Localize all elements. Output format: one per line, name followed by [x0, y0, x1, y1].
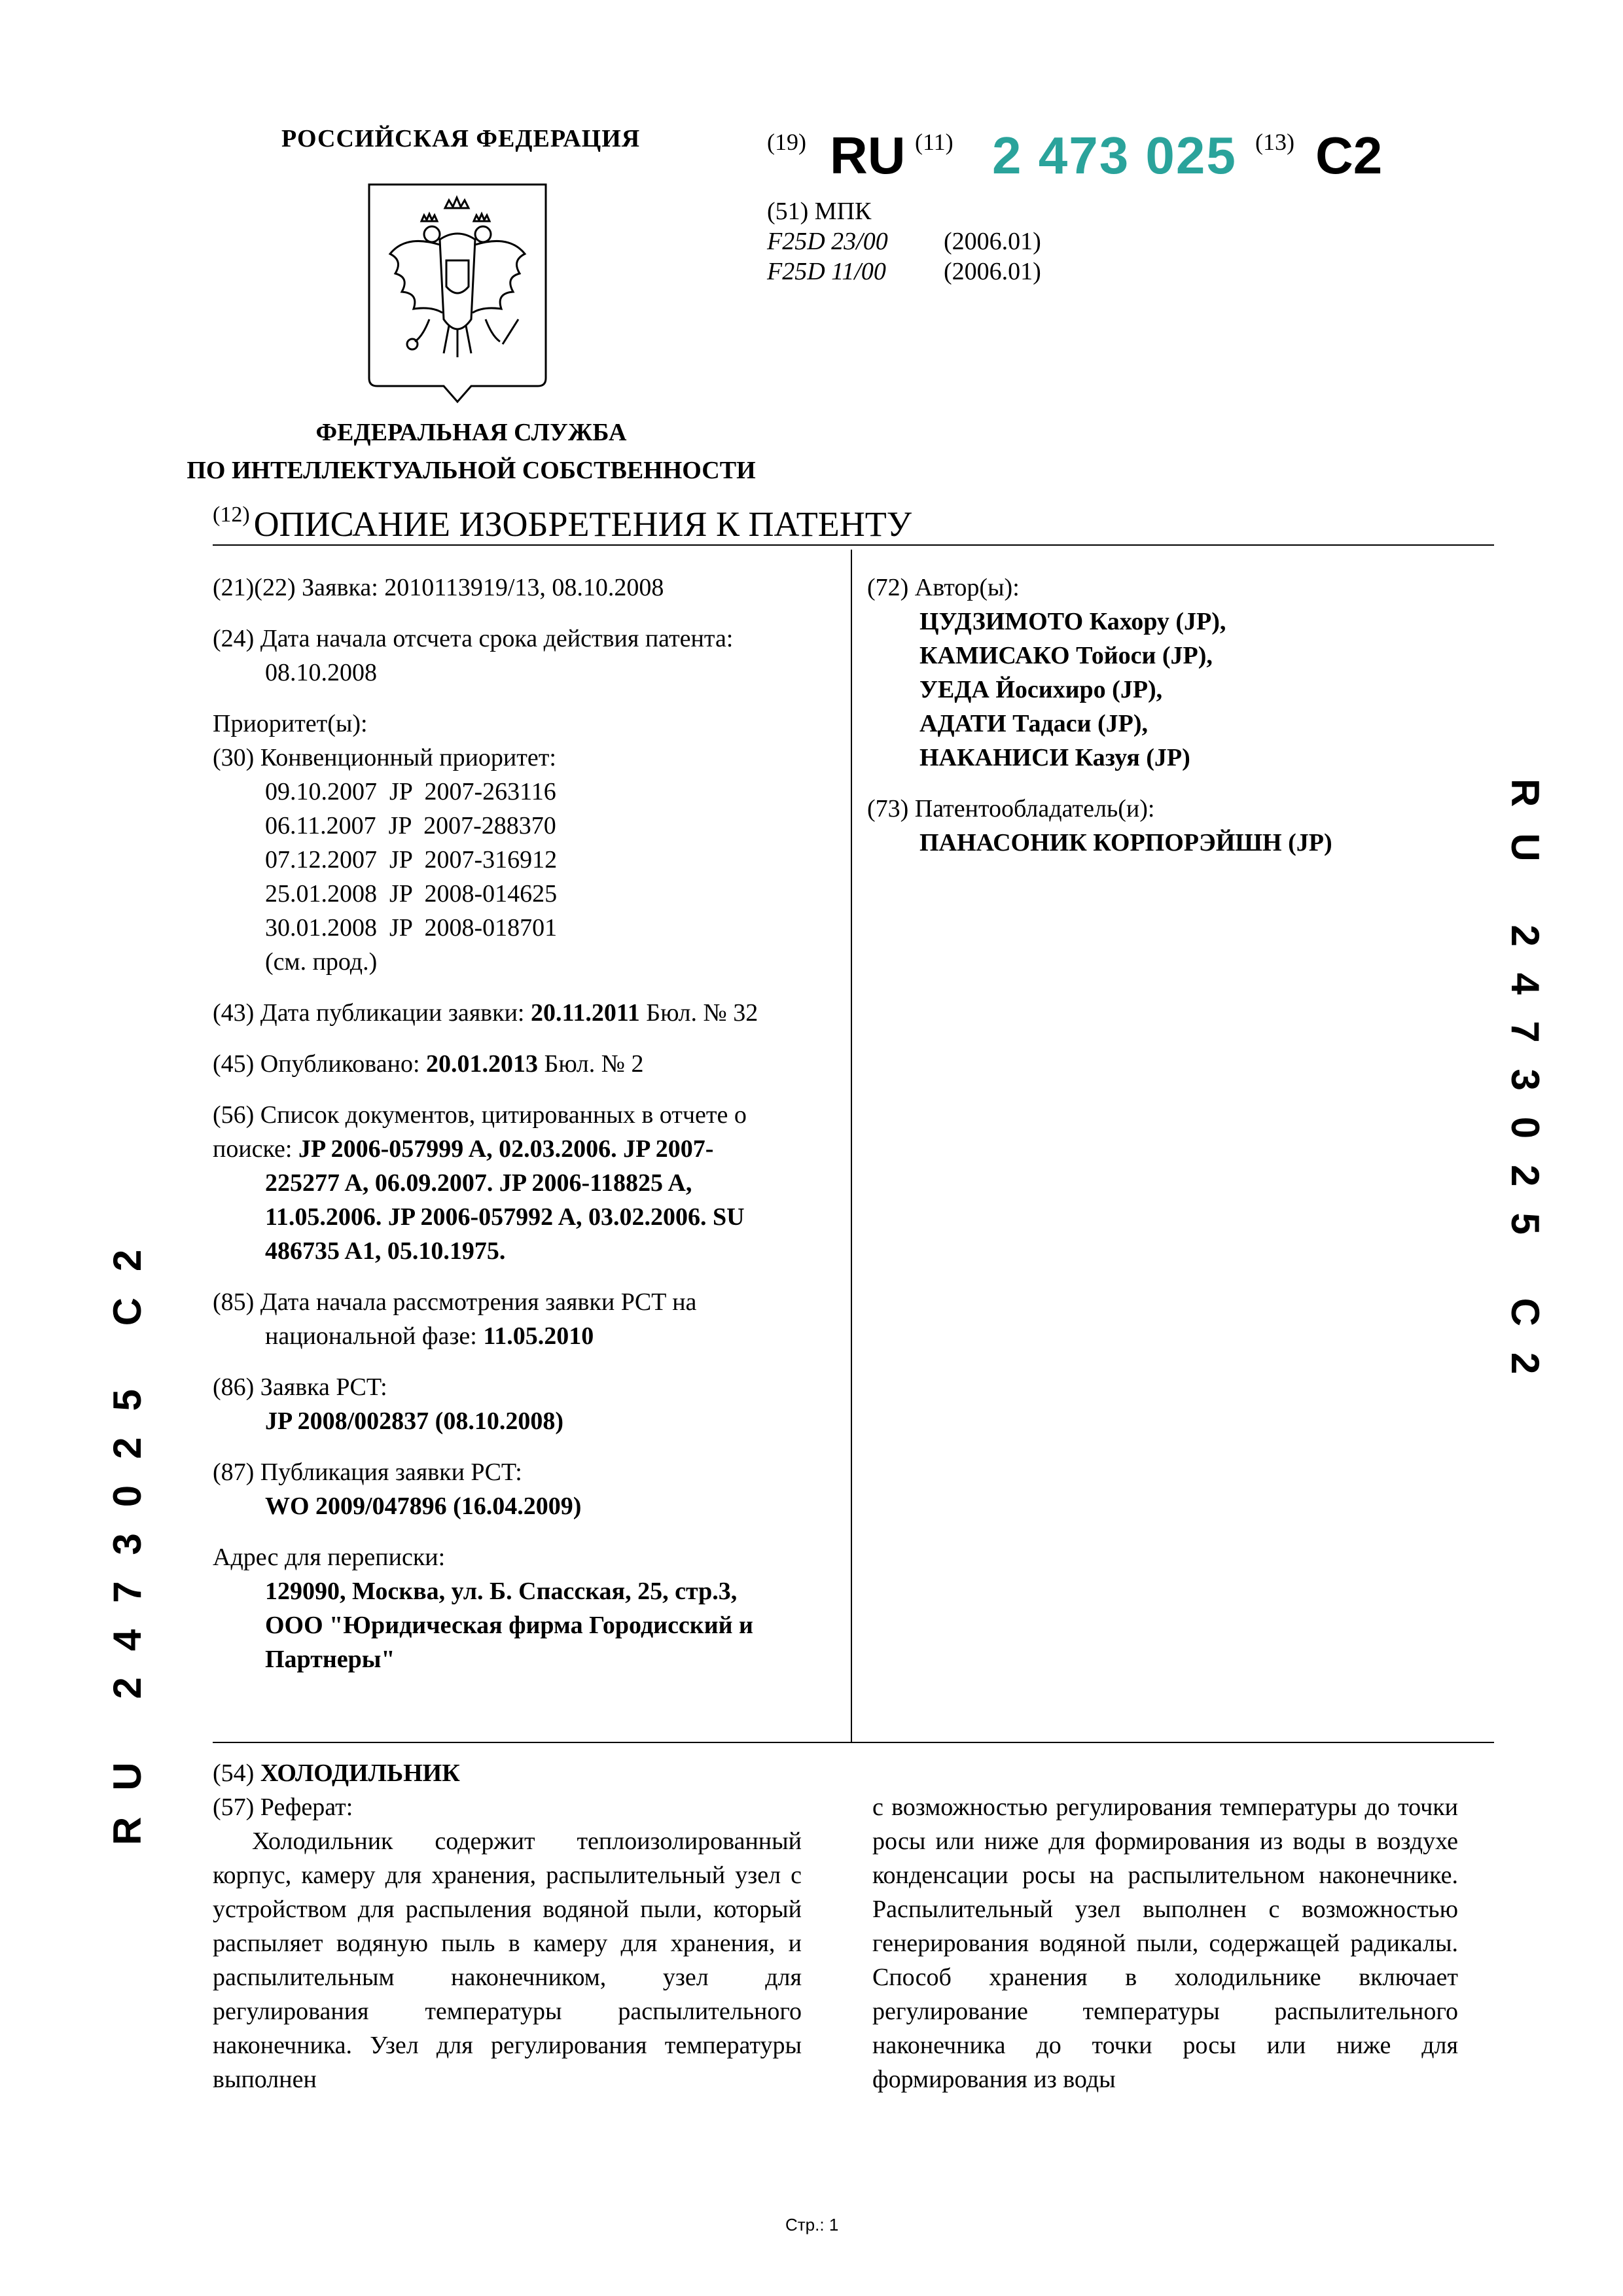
agency-name: [177, 414, 766, 489]
cited-first-line: [213, 1132, 841, 1166]
published-label: (45) Опубликовано:: [213, 1050, 420, 1078]
author-name: АДАТИ Тадаси (JP),: [919, 710, 1148, 737]
priority-item: 30.01.2008 JP 2008-018701: [265, 914, 558, 942]
priority-label: Приоритет(ы):: [213, 710, 368, 737]
country-name: РОССИЙСКАЯ ФЕДЕРАЦИЯ: [281, 125, 641, 152]
ipc-class: F25D 23/00: [767, 228, 888, 255]
invention-name: ХОЛОДИЛЬНИК: [260, 1759, 460, 1787]
abstract-column-1: Холодильник содержит теплоизолированный корпус, камеру для хранения, распылительный узел с устройством для распыления водяной пыли, который распыляет водяную пыль в камеру для хранения, и распылительным наконечником, узел для регулирования температуры распылительного наконечника. Узел для регулирования температуры выполнен: [213, 1828, 802, 2093]
coat-of-arms-icon: [366, 182, 548, 404]
cited-label: (56) Список документов, цитированных в отчете о: [213, 1101, 747, 1129]
priority-list: [213, 775, 841, 979]
bibliographic-right: [867, 571, 1456, 860]
author-name: НАКАНИСИ Казуя (JP): [919, 744, 1190, 771]
pct-application-label: (86) Заявка PCT:: [213, 1373, 387, 1401]
priority-item: 09.10.2007 JP 2007-263116: [265, 778, 556, 805]
pct-phase-date: 11.05.2010: [483, 1322, 594, 1350]
abstract-label: (57) Реферат:: [213, 1793, 353, 1821]
patent-number: 2 473 025: [992, 126, 1237, 185]
agency-line2: ПО ИНТЕЛЛЕКТУАЛЬНОЙ СОБСТВЕННОСТИ: [187, 457, 756, 484]
pct-phase-line: [213, 1319, 841, 1353]
cited-documents-entry: [213, 1098, 841, 1268]
address-entry: [213, 1540, 841, 1676]
pct-national-phase-entry: [213, 1285, 841, 1353]
convention-label: (30) Конвенционный приоритет:: [213, 744, 556, 771]
code-11: (11): [915, 129, 954, 155]
ipc-label: (51) МПК: [767, 198, 872, 225]
invention-code: (54): [213, 1759, 255, 1787]
country-code: RU: [830, 126, 906, 185]
pct-publication-value: WO 2009/047896 (16.04.2009): [265, 1492, 582, 1520]
abstract-divider: [213, 1742, 1494, 1743]
code-19: (19): [767, 129, 806, 155]
invention-title: [213, 1756, 460, 1790]
see-continuation: (см. прод.): [265, 948, 378, 976]
holder-name: ПАНАСОНИК КОРПОРЭЙШН (JP): [919, 829, 1332, 857]
cited-search-label: поиске:: [213, 1135, 293, 1163]
author-name: КАМИСАКО Тойоси (JP),: [919, 642, 1213, 669]
application-entry: (21)(22) Заявка: 2010113919/13, 08.10.2008: [213, 574, 664, 601]
pct-phase-sublabel: национальной фазе:: [265, 1322, 477, 1350]
address-line: Партнеры": [265, 1646, 395, 1673]
published-date: 20.01.2013: [426, 1050, 539, 1078]
side-code-left: RU 2473025 C2: [105, 1223, 149, 1845]
address-line: ООО "Юридическая фирма Городисский и: [265, 1612, 753, 1639]
priority-item: 07.12.2007 JP 2007-316912: [265, 846, 558, 874]
term-date: 08.10.2008: [265, 659, 377, 686]
app-publication-label: (43) Дата публикации заявки:: [213, 999, 525, 1027]
ipc-version: (2006.01): [944, 228, 1041, 255]
ipc-class: F25D 11/00: [767, 258, 886, 285]
bibliographic-left: [213, 571, 841, 1693]
priority-entry: [213, 707, 841, 979]
title-text: ОПИСАНИЕ ИЗОБРЕТЕНИЯ К ПАТЕНТУ: [253, 504, 912, 544]
ipc-row: [767, 226, 1041, 256]
author-name: УЕДА Йосихиро (JP),: [919, 676, 1163, 703]
kind-code: C2: [1315, 126, 1383, 185]
title-divider: [213, 544, 1494, 546]
pct-publication-entry: [213, 1455, 841, 1523]
term-label: (24) Дата начала отсчета срока действия патента:: [213, 625, 734, 652]
code-13: (13): [1255, 129, 1294, 155]
ipc-block: [767, 196, 1041, 287]
pct-phase-label: (85) Дата начала рассмотрения заявки PCT на: [213, 1288, 697, 1316]
cited-docs-line: 225277 A, 06.09.2007. JP 2006-118825 A,: [265, 1169, 692, 1197]
app-publication-date: 20.11.2011: [530, 999, 640, 1027]
abstract-column-2: с возможностью регулирования температуры до точки росы или ниже для формирования из воды в воздухе конденсации росы на распылительном наконечнике. Распылительный узел выполнен с возможностью генерирования водяной пыли, содержащей радикалы. Способ хранения в холодильнике включает регулирование температуры распылительного наконечника до точки росы или ниже для формирования из воды: [872, 1793, 1458, 2093]
document-title: [213, 503, 912, 544]
pct-application-entry: [213, 1370, 841, 1438]
address-label: Адрес для переписки:: [213, 1544, 446, 1571]
term-entry: [213, 622, 841, 690]
cited-docs-line: 11.05.2006. JP 2006-057992 A, 03.02.2006. SU: [265, 1203, 745, 1231]
app-publication-entry: [213, 996, 841, 1030]
published-entry: [213, 1047, 841, 1081]
holder-label: (73) Патентообладатель(и):: [867, 795, 1155, 822]
ipc-version: (2006.01): [944, 258, 1041, 285]
ipc-row: [767, 256, 1041, 287]
pct-application-value: JP 2008/002837 (08.10.2008): [265, 1407, 563, 1435]
published-bulletin: Бюл. № 2: [544, 1050, 644, 1078]
agency-line1: ФЕДЕРАЛЬНАЯ СЛУЖБА: [315, 419, 627, 446]
priority-item: 06.11.2007 JP 2007-288370: [265, 812, 556, 839]
title-code: (12): [213, 503, 250, 527]
side-code-right: RU 2473025 C2: [1503, 779, 1547, 1401]
page-number: Стр.: 1: [785, 2215, 839, 2234]
author-name: ЦУДЗИМОТО Кахору (JP),: [919, 608, 1226, 635]
column-divider: [851, 550, 852, 1742]
priority-item: 25.01.2008 JP 2008-014625: [265, 880, 558, 908]
cited-docs-line: 486735 A1, 05.10.1975.: [265, 1237, 506, 1265]
cited-docs-start: JP 2006-057999 A, 02.03.2006. JP 2007-: [298, 1135, 714, 1163]
authors-label: (72) Автор(ы):: [867, 574, 1020, 601]
app-publication-bulletin: Бюл. № 32: [646, 999, 758, 1027]
address-line: 129090, Москва, ул. Б. Спасская, 25, стр.3,: [265, 1578, 738, 1605]
pct-publication-label: (87) Публикация заявки PCT:: [213, 1458, 522, 1486]
